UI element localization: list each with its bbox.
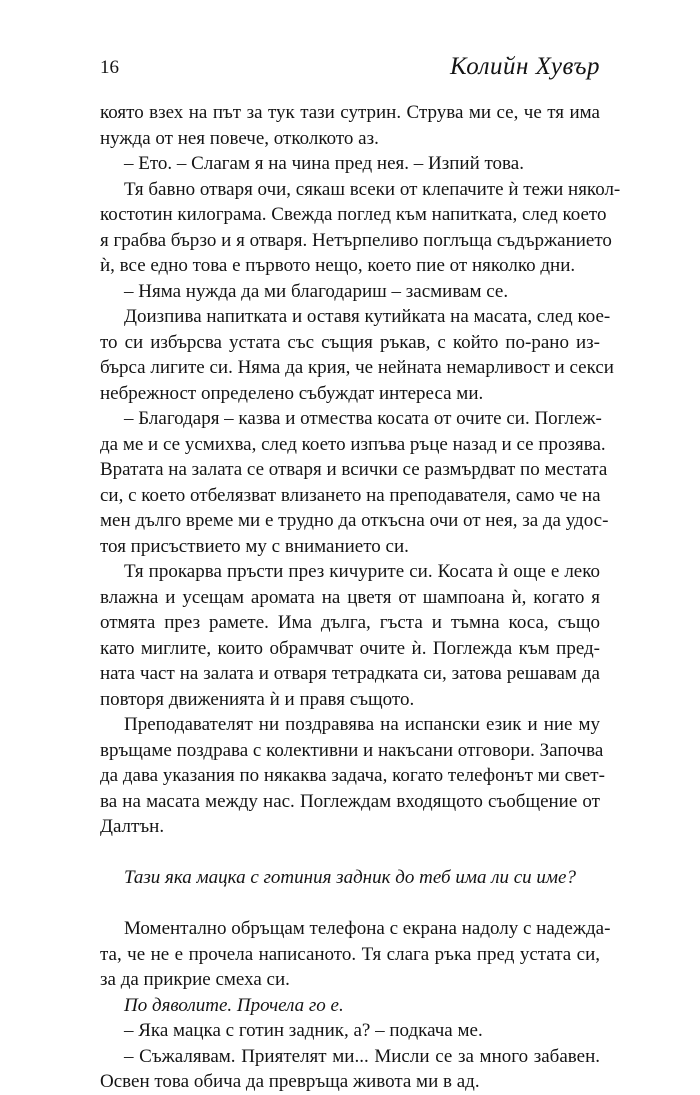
- text-line: Тя бавно отваря очи, сякаш всеки от клепачите ѝ тежи някол-: [124, 178, 621, 200]
- running-head-author: Колийн Хувър: [450, 53, 600, 80]
- text-line: Преподавателят ни поздравява на испански език и ние му: [124, 714, 600, 735]
- italic-text-line: По дяволите. Прочела го е.: [124, 994, 344, 1016]
- text-line: за да прикрие смеха си.: [100, 969, 290, 990]
- text-line: която взех на път за тук тази сутрин. Струва ми се, че тя има: [100, 102, 600, 123]
- text-line: нужда от нея повече, отколкото аз.: [100, 127, 379, 149]
- text-line: я грабва бързо и я отваря. Нетърпеливо поглъща съдържанието: [100, 229, 612, 251]
- text-line: – Съжалявам. Приятелят ми... Мисли се за много забавен.: [124, 1045, 600, 1067]
- body-text: [100, 100, 621, 1095]
- text-line: връщаме поздрава с колективни и накъсани отговори. Започва: [100, 739, 604, 761]
- text-line: – Яка мацка с готин задник, а? – подкача ме.: [124, 1020, 483, 1041]
- text-line: небрежност определено събуждат интереса ми.: [100, 382, 484, 404]
- blank-line: [100, 891, 600, 917]
- text-line: влажна и усещам аромата на цветя от шампоана ѝ, когато я: [100, 586, 600, 608]
- text-line: бърса лигите си. Няма да крия, че нейната немарливост и секси: [100, 357, 614, 378]
- text-line: та, че не е прочела написаното. Тя слага ръка пред устата си,: [100, 943, 600, 965]
- blank-line: [100, 840, 600, 866]
- text-line: Освен това обича да превръща живота ми в ад.: [100, 1071, 480, 1092]
- text-line: ва на масата между нас. Поглеждам входящото съобщение от: [100, 790, 600, 812]
- text-line: отмята през рамете. Има дълга, гъста и тъмна коса, също: [100, 612, 600, 633]
- page-header: [100, 52, 600, 86]
- text-line: ѝ, все едно това е първото нещо, което пие от няколко дни.: [100, 255, 576, 276]
- page-number: 16: [100, 57, 119, 78]
- text-line: то си избърсва устата със същия ръкав, с който по-рано из-: [100, 331, 600, 353]
- text-line: Тя прокарва пръсти през кичурите си. Косата ѝ още е леко: [124, 561, 600, 582]
- text-line: повторя движенията ѝ и правя същото.: [100, 688, 415, 710]
- text-line: Доизпива напитката и оставя кутийката на масата, след кое-: [124, 306, 611, 327]
- text-line: костотин килограма. Свежда поглед към напитката, след което: [100, 204, 607, 225]
- text-line: Далтън.: [100, 816, 165, 837]
- text-line: тоя присъствието му с вниманието си.: [100, 535, 409, 557]
- text-line: да ме и се усмихва, след което изпъва ръце назад и се прозява.: [100, 433, 606, 455]
- text-line: мен дълго време ми е трудно да откъсна очи от нея, за да удос-: [100, 510, 609, 531]
- text-line: като миглите, които обрамчват очите ѝ. Поглежда към пред-: [100, 637, 600, 659]
- text-line: ната част на залата и отваря тетрадката си, затова решавам да: [100, 663, 600, 684]
- text-line: да дава указания по някаква задача, когато телефонът ми свет-: [100, 765, 605, 786]
- text-line: – Благодаря – казва и отмества косата от очите си. Поглеж-: [124, 408, 602, 429]
- text-line: Вратата на залата се отваря и всички се размърдват по местата: [100, 459, 608, 480]
- text-line: – Няма нужда да ми благодариш – засмивам се.: [124, 280, 509, 302]
- italic-text-line: Тази яка мацка с готиния задник до теб има ли си име?: [124, 867, 576, 888]
- text-line: Моментално обръщам телефона с екрана надолу с надежда-: [124, 918, 611, 939]
- text-line: – Ето. – Слагам я на чина пред нея. – Изпий това.: [124, 153, 524, 174]
- text-line: си, с което отбелязват влизането на преподавателя, само че на: [100, 484, 601, 506]
